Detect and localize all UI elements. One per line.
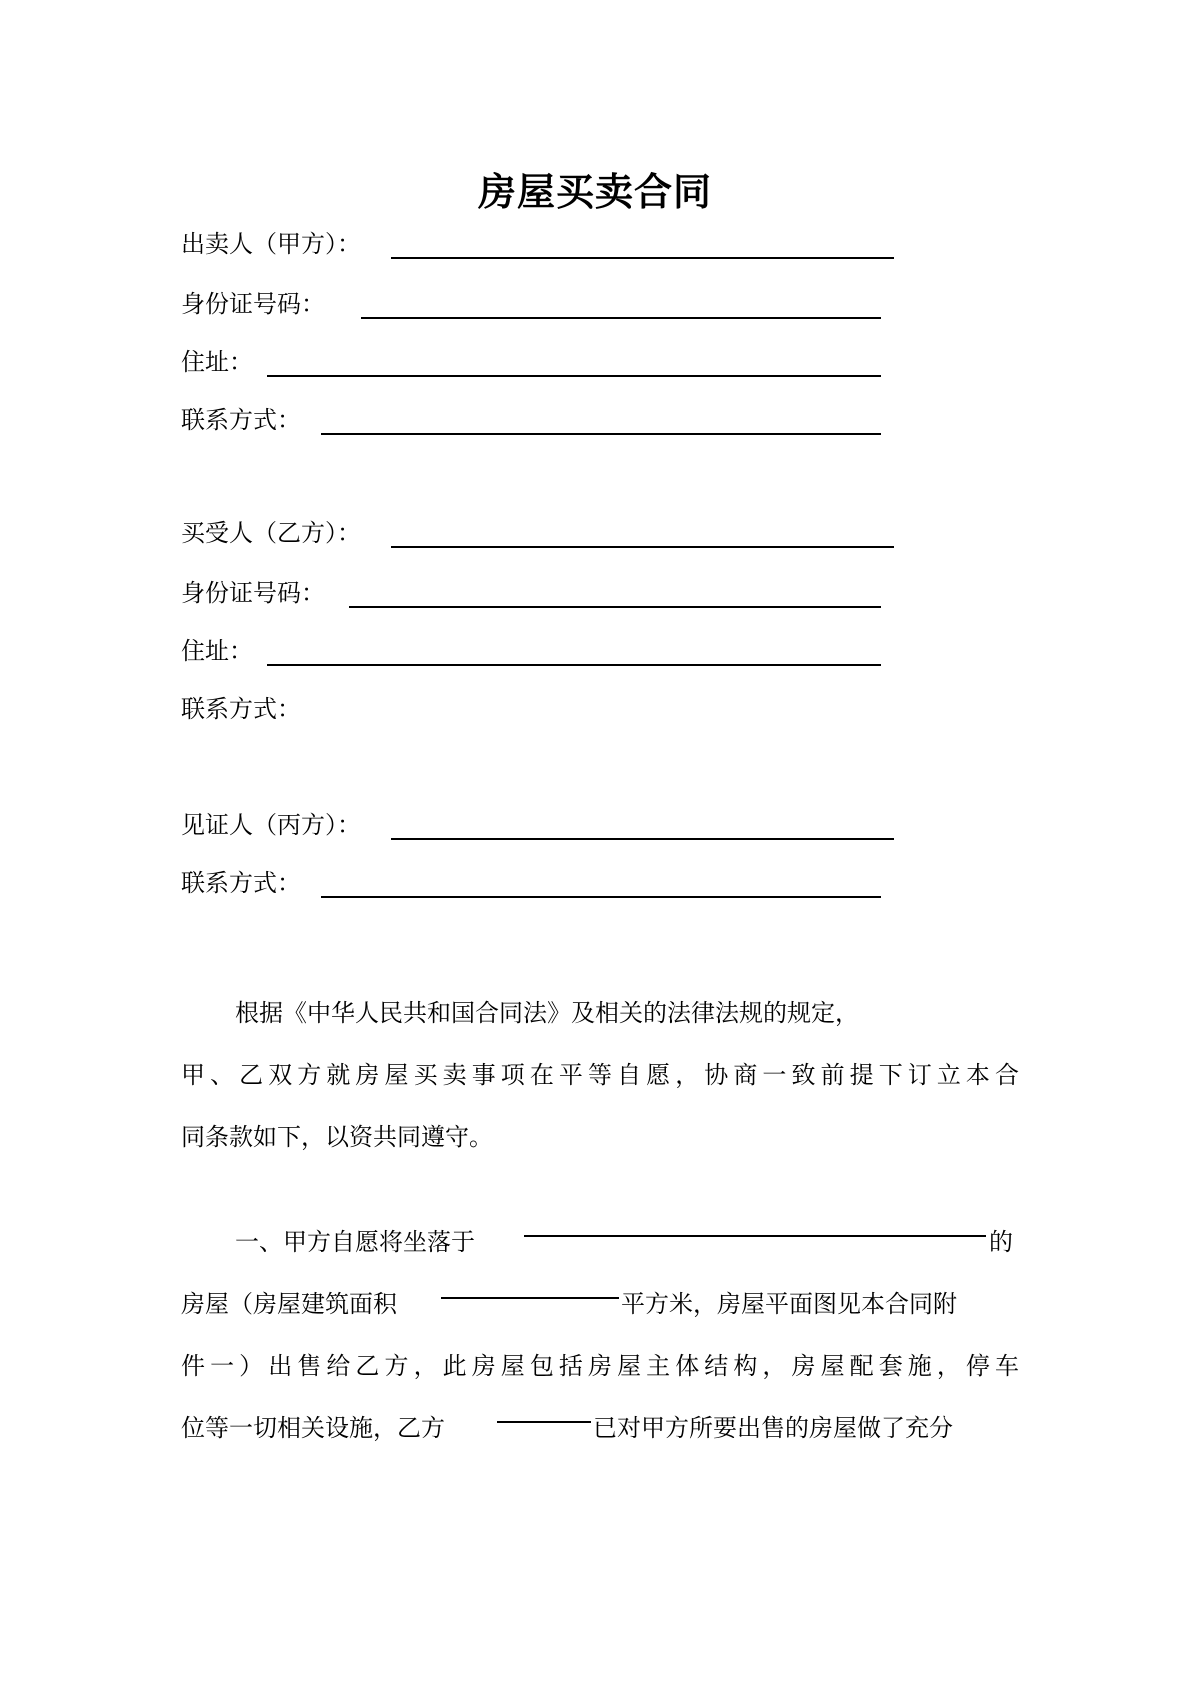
clause-text: 房屋（房屋建筑面积 — [181, 1290, 397, 1318]
location-blank[interactable] — [524, 1235, 986, 1237]
buyer-name-blank[interactable] — [391, 546, 894, 548]
clause-text: 位等一切相关设施，乙方 — [181, 1414, 445, 1442]
clause-text: 已对甲方所要出售的房屋做了充分 — [593, 1414, 953, 1442]
witness-contact-label: 联系方式： — [181, 869, 301, 897]
buyer-name-field — [181, 514, 901, 552]
seller-name-label: 出卖人（甲方）： — [181, 230, 361, 258]
buyer-id-label: 身份证号码： — [181, 579, 325, 607]
buyer-id-blank[interactable] — [349, 606, 881, 608]
preamble-paragraph — [181, 982, 1019, 1168]
buyer-id-field — [181, 574, 901, 612]
seller-id-field — [181, 285, 901, 323]
clause-line: 件一）出售给乙方，此房屋包括房屋主体结构，房屋配套施，停车 — [181, 1352, 1019, 1380]
preamble-line: 同条款如下，以资共同遵守。 — [181, 1123, 493, 1151]
seller-contact-field — [181, 401, 901, 439]
seller-name-field — [181, 225, 901, 263]
seller-address-field — [181, 343, 901, 381]
witness-contact-field — [181, 864, 901, 902]
clause-1-paragraph — [181, 1211, 1019, 1459]
seller-contact-label: 联系方式： — [181, 406, 301, 434]
seller-name-blank[interactable] — [391, 257, 894, 259]
buyer-contact-field — [181, 690, 901, 728]
buyer-blank[interactable] — [497, 1421, 591, 1423]
preamble-line: 根据《中华人民共和国合同法》及相关的法律法规的规定， — [235, 999, 859, 1027]
clause-text: 平方米，房屋平面图见本合同附 — [621, 1290, 957, 1318]
clause-text: 一、甲方自愿将坐落于 — [235, 1228, 475, 1256]
seller-contact-blank[interactable] — [321, 433, 881, 435]
witness-name-field — [181, 806, 901, 844]
seller-id-label: 身份证号码： — [181, 290, 325, 318]
seller-address-label: 住址： — [181, 348, 253, 376]
witness-name-blank[interactable] — [391, 838, 894, 840]
buyer-address-label: 住址： — [181, 637, 253, 665]
seller-id-blank[interactable] — [361, 317, 881, 319]
preamble-line: 甲、乙双方就房屋买卖事项在平等自愿，协商一致前提下订立本合 — [181, 1061, 1019, 1089]
clause-line — [181, 1397, 1019, 1459]
buyer-name-label: 买受人（乙方）： — [181, 519, 361, 547]
clause-text: 的 — [989, 1228, 1013, 1256]
buyer-address-blank[interactable] — [267, 664, 881, 666]
witness-contact-blank[interactable] — [321, 896, 881, 898]
witness-name-label: 见证人（丙方）： — [181, 811, 361, 839]
buyer-address-field — [181, 632, 901, 670]
document-title: 房屋买卖合同 — [477, 169, 712, 214]
clause-line — [181, 1273, 1019, 1335]
clause-line — [181, 1211, 1019, 1273]
area-blank[interactable] — [441, 1297, 619, 1299]
seller-address-blank[interactable] — [267, 375, 881, 377]
buyer-contact-label: 联系方式： — [181, 695, 301, 723]
